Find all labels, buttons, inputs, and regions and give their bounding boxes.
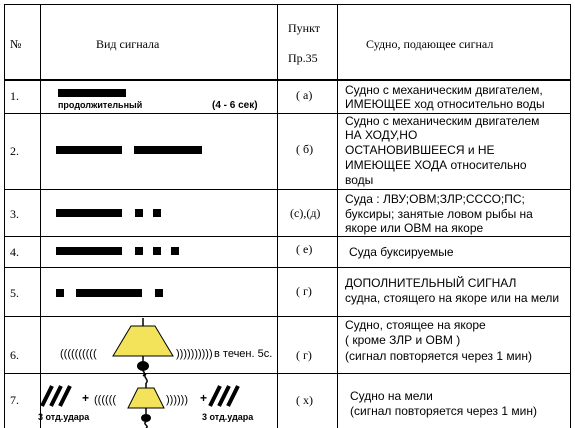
bell-sound-left: (((((((((( (60, 348, 97, 360)
rule-ref: ( г) (296, 284, 312, 298)
row-number: 7. (10, 393, 19, 407)
gong-strikes-left-icon (38, 384, 74, 408)
short-blast-mark (56, 289, 64, 297)
table-border-top (4, 4, 571, 5)
long-blast-mark (56, 146, 122, 154)
row-divider (4, 267, 571, 268)
vessel-line: Судно с механическим двигателем (345, 114, 540, 128)
table-border-right (570, 4, 571, 428)
long-blast-mark (134, 146, 202, 154)
strike-label: 3 отд.удара (38, 412, 90, 422)
header-rule-line1: Пункт (288, 21, 321, 35)
header-signal-type: Вид сигнала (96, 37, 160, 51)
row-number: 4. (10, 245, 19, 259)
vessel-line: (сигнал повторяется через 1 мин) (350, 404, 537, 418)
rule-ref: (с),(д) (290, 206, 321, 220)
vessel-line: НА ХОДУ,НО (345, 128, 418, 142)
rule-ref: ( б) (296, 142, 314, 156)
vessel-line: якоре или ОВМ на якоре (345, 221, 484, 235)
row-divider (4, 373, 571, 374)
row-number: 5. (10, 286, 19, 300)
column-divider (277, 4, 278, 428)
vessel-line: (сигнал повторяется через 1 мин) (345, 349, 532, 363)
table-border-left (4, 4, 5, 428)
vessel-line: ОСТАНОВИВШЕЕСЯ и НЕ (345, 143, 495, 157)
vessel-line: буксиры; занятые ловом рыбы на (345, 207, 533, 221)
row-divider (4, 316, 571, 317)
vessel-line: Судно с механическим двигателем, (345, 83, 543, 97)
long-blast-mark (58, 89, 126, 97)
long-blast-mark (56, 247, 122, 255)
plus-sign: + (82, 391, 90, 405)
short-blast-mark (153, 247, 161, 255)
gong-strikes-right-icon (206, 384, 242, 408)
strike-label: 3 отд.удара (202, 412, 254, 422)
row-number: 3. (10, 207, 19, 221)
plus-sign: + (200, 391, 208, 405)
short-blast-mark (171, 247, 179, 255)
column-divider (337, 4, 338, 428)
row-divider (4, 189, 571, 190)
rule-ref: ( е) (296, 242, 313, 256)
vessel-line: Судно, стоящее на якоре (345, 318, 486, 332)
header-vessel: Судно, подающее сигнал (366, 37, 494, 51)
vessel-line: Суда буксируемые (349, 245, 454, 259)
header-rule-line2: Пр.35 (288, 51, 318, 65)
row-number: 1. (10, 89, 19, 103)
vessel-line: ИМЕЮЩЕЕ ХОДА относительно (345, 158, 527, 172)
column-divider (40, 4, 41, 428)
row-divider (4, 236, 571, 237)
bell-sound-right: )))))) (166, 394, 188, 406)
short-blast-mark (135, 209, 143, 217)
vessel-line: Суда : ЛВУ;ОВМ;ЗЛР;СССО;ПС; (345, 192, 525, 206)
rule-ref: ( х) (296, 393, 313, 407)
vessel-line: воды (345, 173, 374, 187)
short-blast-mark (135, 247, 143, 255)
row-divider (4, 79, 571, 81)
bell-icon (103, 318, 183, 372)
row-number: 2. (10, 144, 19, 158)
header-number: № (10, 37, 22, 51)
rule-ref: ( г) (296, 348, 312, 362)
vessel-line: ИМЕЮЩЕЕ ход относительно воды (345, 97, 545, 111)
short-blast-mark (153, 209, 161, 217)
vessel-line: Судно на мели (350, 389, 433, 403)
long-blast-mark (76, 289, 142, 297)
long-blast-mark (56, 209, 122, 217)
rule-ref: ( а) (296, 88, 313, 102)
row-number: 6. (10, 348, 19, 362)
bell-sound-right: )))))))))) (176, 348, 213, 360)
signal-label: продолжительный (58, 100, 143, 110)
bell-icon (124, 372, 168, 428)
vessel-line: ( кроме ЗЛР и ОВМ ) (345, 333, 461, 347)
signal-duration: (4 - 6 сек) (212, 100, 258, 111)
bell-note: в течен. 5с. (214, 348, 273, 360)
vessel-line: ДОПОЛНИТЕЛЬНЫЙ СИГНАЛ (345, 276, 517, 290)
vessel-line: судна, стоящего на якоре или на мели (345, 291, 560, 305)
bell-sound-left: (((((( (94, 394, 116, 406)
short-blast-mark (155, 289, 163, 297)
